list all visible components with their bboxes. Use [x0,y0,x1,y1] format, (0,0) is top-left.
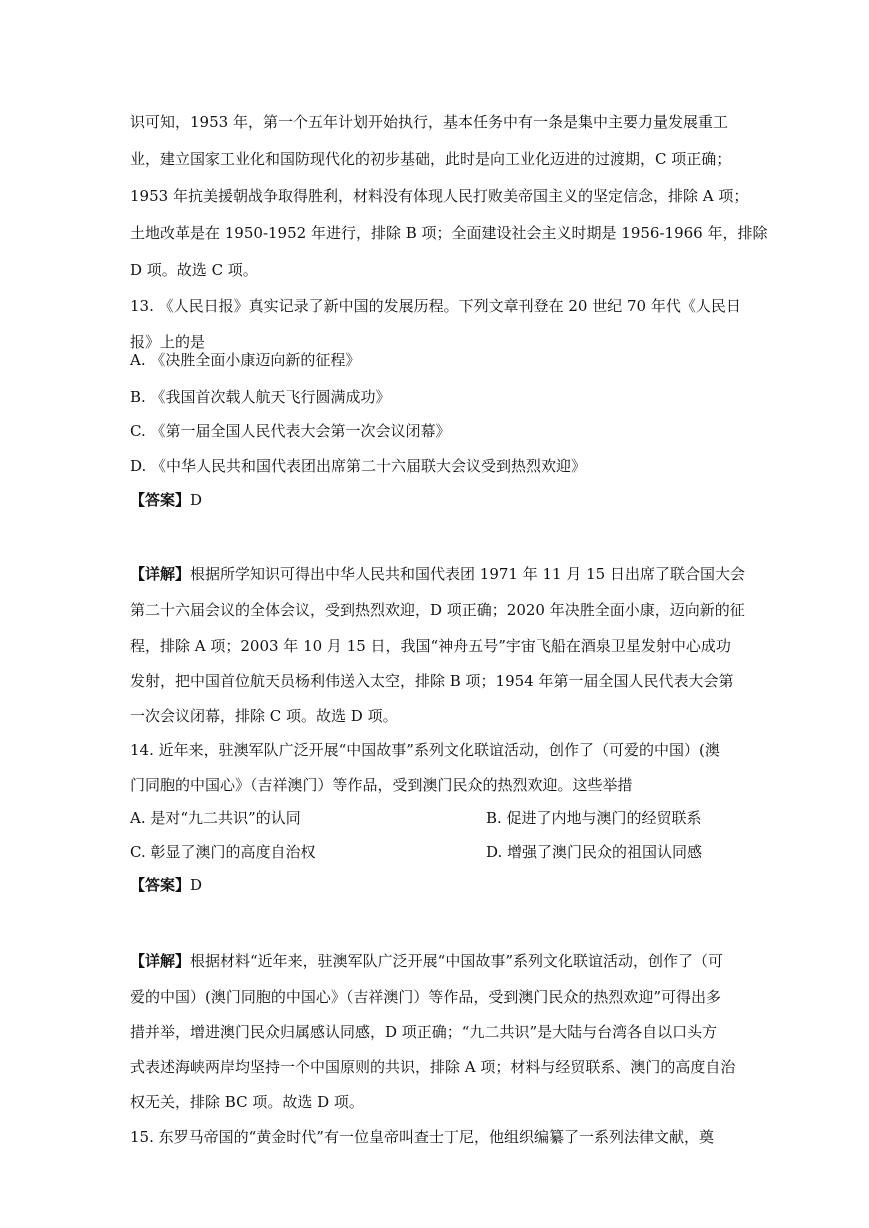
q14-stem: 14. 近年来，驻澳军队广泛开展“中国故事”系列文化联谊活动，创作了（可爱的中国）(澳 [130,741,720,759]
q14-option-a: A. 是对“九二共识”的认同 [130,809,301,827]
q15-stem: 15. 东罗马帝国的“黄金时代”有一位皇帝叫查士丁尼，他组织编纂了一系列法律文献，奠 [130,1128,714,1146]
q14-detail-line: 爱的中国）(澳门同胞的中国心》（吉祥澳门）等作品，受到澳门民众的热烈欢迎”可得出多 [130,988,722,1006]
q13-answer [130,490,202,510]
q14-detail-line: 措并举，增进澳门民众归属感认同感，D 项正确；“九二共识”是大陆与台湾各自以口头方 [130,1023,718,1041]
intro-line: 土地改革是在 1950-1952 年进行，排除 B 项；全面建设社会主义时期是 1956-1966 年，排除 [130,224,768,242]
q13-option-c: C. 《第一届全国人民代表大会第一次会议闭幕》 [130,422,451,440]
q13-detail-line: 发射，把中国首位航天员杨利伟送入太空，排除 B 项；1954 年第一届全国人民代表大会第 [130,672,734,690]
detail-text: 根据材料“近年来，驻澳军队广泛开展“中国故事”系列文化联谊活动，创作了（可 [190,952,724,970]
q13-option-b: B. 《我国首次载人航天飞行圆满成功》 [130,388,391,406]
q13-detail-line: 第二十六届会议的全体会议，受到热烈欢迎，D 项正确；2020 年决胜全面小康，迈向新的征 [130,601,745,619]
intro-line: 识可知，1953 年，第一个五年计划开始执行，基本任务中有一条是集中主要力量发展重工 [130,113,728,131]
answer-label: 【答案】 [130,491,191,509]
intro-line: 业，建立国家工业化和国防现代化的初步基础，此时是向工业化迈进的过渡期，C 项正确； [130,150,732,168]
q13-detail [130,564,745,584]
q13-stem: 13. 《人民日报》真实记录了新中国的发展历程。下列文章刊登在 20 世纪 70 年代《人民日 [130,297,741,315]
q13-detail-line: 一次会议闭幕，排除 C 项。故选 D 项。 [130,707,398,725]
q14-option-d: D. 增强了澳门民众的祖国认同感 [486,843,703,861]
detail-text: 根据所学知识可得出中华人民共和国代表团 1971 年 11 月 15 日出席了联合国大会 [190,565,745,583]
q14-option-b: B. 促进了内地与澳门的经贸联系 [486,809,702,827]
q13-option-a-text: A. 《决胜全面小康迈向新的征程》 [130,351,361,369]
q13-detail-line: 程，排除 A 项；2003 年 10 月 15 日，我国“神舟五号”宇宙飞船在酒泉卫星发射中心成功 [130,637,731,655]
q14-detail-line: 式表述海峡两岸均坚持一个中国原则的共识，排除 A 项；材料与经贸联系、澳门的高度自治 [130,1058,736,1076]
answer-label: 【答案】 [130,876,191,894]
intro-line: 1953 年抗美援朝战争取得胜利，材料没有体现人民打败美帝国主义的坚定信念，排除 A 项； [130,187,749,205]
q14-stem: 门同胞的中国心》（吉祥澳门）等作品，受到澳门民众的热烈欢迎。这些举措 [130,776,633,794]
answer-value: D [190,491,203,509]
answer-value: D [190,876,203,894]
q13-stem: 报》上的是 [130,333,206,351]
q14-answer [130,875,202,895]
detail-label: 【详解】 [130,952,191,970]
q14-option-c: C. 彰显了澳门的高度自治权 [130,843,316,861]
detail-label: 【详解】 [130,565,191,583]
q14-detail [130,951,723,971]
intro-line: D 项。故选 C 项。 [130,261,258,279]
q13-option-d: D. 《中华人民共和国代表团出席第二十六届联大会议受到热烈欢迎》 [130,457,587,475]
q14-detail-line: 权无关，排除 BC 项。故选 D 项。 [130,1093,364,1111]
